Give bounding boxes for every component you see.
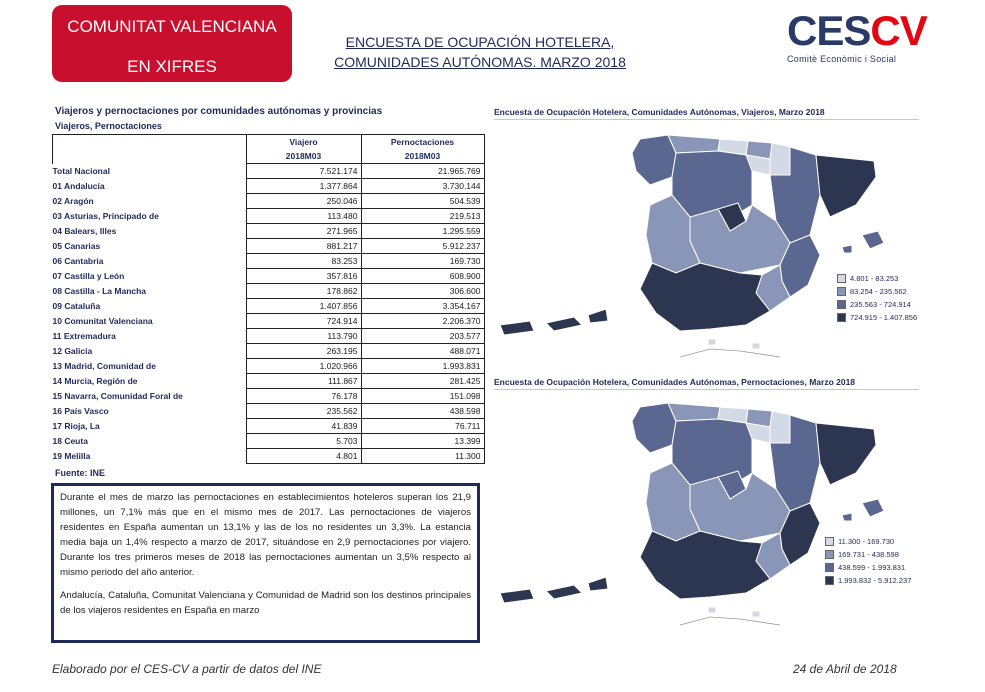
table-corner bbox=[53, 135, 247, 150]
region-name: 17 Rioja, La bbox=[53, 419, 247, 434]
table-row bbox=[53, 374, 485, 389]
legend-entry bbox=[837, 285, 917, 298]
pernoctaciones-value: 151.098 bbox=[361, 389, 484, 404]
pernoctaciones-value: 1.295.559 bbox=[361, 224, 484, 239]
region-baleares bbox=[842, 231, 884, 253]
region-name: 10 Comunitat Valenciana bbox=[53, 314, 247, 329]
source-note: Fuente: INE bbox=[55, 468, 106, 478]
legend-label: 235.563 - 724.914 bbox=[850, 300, 911, 309]
table-row bbox=[53, 299, 485, 314]
viajeros-value: 113.790 bbox=[246, 329, 361, 344]
region-name: 06 Cantabria bbox=[53, 254, 247, 269]
region-cataluna bbox=[816, 155, 876, 217]
region-name: 04 Balears, Illes bbox=[53, 224, 247, 239]
table-row bbox=[53, 194, 485, 209]
region-name: 02 Aragón bbox=[53, 194, 247, 209]
region-name: 08 Castilla - La Mancha bbox=[53, 284, 247, 299]
viajeros-value: 178.862 bbox=[246, 284, 361, 299]
table-row bbox=[53, 434, 485, 449]
map-pernoctaciones-title: Encuesta de Ocupación Hotelera, Comunidades Autónomas, Pernoctaciones, Marzo 2018 bbox=[494, 377, 856, 387]
viajeros-value: 724.914 bbox=[246, 314, 361, 329]
region-canarias bbox=[500, 577, 608, 603]
legend-swatch bbox=[837, 287, 846, 296]
table-row bbox=[53, 329, 485, 344]
col-header-pernoctaciones: Pernoctaciones bbox=[361, 135, 484, 150]
legend-label: 4.801 - 83.253 bbox=[850, 274, 899, 283]
pernoctaciones-value: 3.730.144 bbox=[361, 179, 484, 194]
col-header-viajero: Viajero bbox=[246, 135, 361, 150]
region-andalucia bbox=[640, 263, 770, 331]
summary-paragraph-1: Durante el mes de marzo las pernoctaciones en establecimientos hoteleros superan los 21,9 millones, un 7,1% más que en el mismo mes de 2017. Las pernoctaciones de viajeros residentes en España aumentan un 13,1% y las de los no residentes un 3,3%. La estancia media baja un 1,4% respecto a marzo de 2017, situándose en 2,9 pernoctaciones por viajero. Durante los tres primeros meses de 2018 las pernoctaciones aumentan un 3,5% respecto al mismo periodo del año anterior. bbox=[60, 492, 471, 578]
pernoctaciones-value: 203.577 bbox=[361, 329, 484, 344]
pernoctaciones-value: 1.993.831 bbox=[361, 359, 484, 374]
footer-credit: Elaborado por el CES-CV a partir de datos del INE bbox=[52, 662, 322, 676]
pernoctaciones-value: 281.425 bbox=[361, 374, 484, 389]
legend-entry bbox=[825, 548, 911, 561]
legend-swatch bbox=[825, 537, 834, 546]
table-title: Viajeros y pernoctaciones por comunidades autónomas y provincias bbox=[55, 106, 383, 117]
legend-entry bbox=[837, 311, 917, 324]
africa-coastline bbox=[680, 617, 780, 625]
badge-line-2: EN XIFRES bbox=[127, 57, 217, 76]
table-row bbox=[53, 449, 485, 464]
legend-label: 438.599 - 1.993.831 bbox=[838, 563, 906, 572]
legend-entry bbox=[825, 535, 911, 548]
legend-swatch bbox=[825, 563, 834, 572]
viajeros-value: 7.521.174 bbox=[246, 164, 361, 179]
legend-swatch bbox=[837, 300, 846, 309]
region-melilla bbox=[752, 611, 760, 617]
summary-textbox bbox=[51, 483, 480, 643]
table-row bbox=[53, 419, 485, 434]
table-row bbox=[53, 389, 485, 404]
viajeros-value: 357.816 bbox=[246, 269, 361, 284]
africa-coastline bbox=[680, 349, 780, 357]
pernoctaciones-value: 2.206.370 bbox=[361, 314, 484, 329]
table-row bbox=[53, 239, 485, 254]
pernoctaciones-value: 504.539 bbox=[361, 194, 484, 209]
legend-swatch bbox=[825, 576, 834, 585]
region-galicia bbox=[632, 135, 676, 185]
logo-subtitle: Comitè Econòmic i Social bbox=[787, 54, 897, 64]
legend-label: 1.993.832 - 5.912.237 bbox=[838, 576, 912, 585]
region-name: 19 Melilla bbox=[53, 449, 247, 464]
legend-label: 169.731 - 438.598 bbox=[838, 550, 899, 559]
page-title-line-1: ENCUESTA DE OCUPACIÓN HOTELERA, bbox=[345, 34, 615, 50]
region-baleares bbox=[842, 499, 884, 521]
pernoctaciones-value: 608.900 bbox=[361, 269, 484, 284]
legend-label: 724.915 - 1.407.856 bbox=[850, 313, 918, 322]
pernoctaciones-value: 219.513 bbox=[361, 209, 484, 224]
legend-swatch bbox=[825, 550, 834, 559]
viajeros-value: 5.703 bbox=[246, 434, 361, 449]
region-melilla bbox=[752, 343, 760, 349]
region-name: 12 Galicia bbox=[53, 344, 247, 359]
legend-label: 11.300 - 169.730 bbox=[838, 537, 895, 546]
badge-line-1: COMUNITAT VALENCIANA bbox=[67, 17, 277, 36]
table-row bbox=[53, 284, 485, 299]
region-galicia bbox=[632, 403, 676, 453]
pernoctaciones-value: 76.711 bbox=[361, 419, 484, 434]
legend-entry bbox=[837, 272, 917, 285]
data-table bbox=[52, 134, 485, 464]
table-row bbox=[53, 404, 485, 419]
col-subheader-viajero: 2018M03 bbox=[246, 149, 361, 164]
legend-entry bbox=[825, 561, 911, 574]
region-name: 16 País Vasco bbox=[53, 404, 247, 419]
region-andalucia bbox=[640, 531, 770, 599]
viajeros-value: 271.965 bbox=[246, 224, 361, 239]
legend-entry bbox=[837, 298, 917, 311]
table-row bbox=[53, 209, 485, 224]
table-subtitle: Viajeros, Pernoctaciones bbox=[55, 121, 162, 131]
viajeros-value: 881.217 bbox=[246, 239, 361, 254]
region-cataluna bbox=[816, 423, 876, 485]
region-navarra bbox=[770, 143, 792, 175]
table-row bbox=[53, 359, 485, 374]
viajeros-value: 250.046 bbox=[246, 194, 361, 209]
legend-swatch bbox=[837, 313, 846, 322]
region-asturias bbox=[668, 403, 720, 421]
table-row bbox=[53, 179, 485, 194]
page-title-line-2: COMUNIDADES AUTÓNOMAS. MARZO 2018 bbox=[334, 54, 626, 70]
region-name: 11 Extremadura bbox=[53, 329, 247, 344]
pernoctaciones-value: 169.730 bbox=[361, 254, 484, 269]
pernoctaciones-value: 488.071 bbox=[361, 344, 484, 359]
viajeros-value: 4.801 bbox=[246, 449, 361, 464]
pernoctaciones-value: 13.399 bbox=[361, 434, 484, 449]
map-viajeros-legend bbox=[837, 272, 917, 324]
viajeros-value: 41.839 bbox=[246, 419, 361, 434]
cescv-logo bbox=[787, 7, 927, 70]
viajeros-value: 1.407.856 bbox=[246, 299, 361, 314]
region-name: Total Nacional bbox=[53, 164, 247, 179]
region-name: 05 Canarias bbox=[53, 239, 247, 254]
map-pernoctaciones bbox=[490, 393, 910, 633]
pernoctaciones-value: 3.354.167 bbox=[361, 299, 484, 314]
pernoctaciones-value: 306.600 bbox=[361, 284, 484, 299]
region-name: 03 Asturias, Principado de bbox=[53, 209, 247, 224]
table-row bbox=[53, 224, 485, 239]
pernoctaciones-value: 5.912.237 bbox=[361, 239, 484, 254]
footer-date: 24 de Abril de 2018 bbox=[793, 662, 897, 676]
viajeros-value: 76.178 bbox=[246, 389, 361, 404]
region-navarra bbox=[770, 411, 792, 443]
pernoctaciones-value: 438.598 bbox=[361, 404, 484, 419]
viajeros-value: 83.253 bbox=[246, 254, 361, 269]
logo-cv: CV bbox=[870, 7, 927, 54]
legend-entry bbox=[825, 574, 911, 587]
region-name: 01 Andalucía bbox=[53, 179, 247, 194]
map-viajeros-title: Encuesta de Ocupación Hotelera, Comunidades Autónomas, Viajeros, Marzo 2018 bbox=[494, 107, 825, 117]
logo-ces: CES bbox=[787, 7, 871, 54]
viajeros-value: 263.195 bbox=[246, 344, 361, 359]
pernoctaciones-value: 11.300 bbox=[361, 449, 484, 464]
pernoctaciones-value: 21.965.769 bbox=[361, 164, 484, 179]
table-row bbox=[53, 254, 485, 269]
table-row bbox=[53, 314, 485, 329]
region-asturias bbox=[668, 135, 720, 153]
viajeros-value: 235.562 bbox=[246, 404, 361, 419]
viajeros-value: 1.377.864 bbox=[246, 179, 361, 194]
region-name: 15 Navarra, Comunidad Foral de bbox=[53, 389, 247, 404]
region-name: 09 Cataluña bbox=[53, 299, 247, 314]
summary-paragraph-2: Andalucía, Cataluña, Comunitat Valenciana y Comunidad de Madrid son los destinos principales de los viajeros residentes en España en marzo bbox=[60, 590, 471, 616]
legend-label: 83.254 - 235.562 bbox=[850, 287, 907, 296]
region-badge bbox=[52, 5, 292, 82]
map-viajeros bbox=[490, 125, 910, 365]
viajeros-value: 111.867 bbox=[246, 374, 361, 389]
region-ceuta bbox=[708, 339, 716, 345]
region-canarias bbox=[500, 309, 608, 335]
viajeros-value: 1.020.966 bbox=[246, 359, 361, 374]
region-name: 07 Castilla y León bbox=[53, 269, 247, 284]
table-row bbox=[53, 164, 485, 179]
legend-swatch bbox=[837, 274, 846, 283]
region-name: 13 Madrid, Comunidad de bbox=[53, 359, 247, 374]
page-title bbox=[320, 32, 640, 72]
map-pernoctaciones-legend bbox=[825, 535, 911, 587]
col-subheader-pernoctaciones: 2018M03 bbox=[361, 149, 484, 164]
viajeros-value: 113.480 bbox=[246, 209, 361, 224]
table-row bbox=[53, 344, 485, 359]
region-name: 14 Murcia, Región de bbox=[53, 374, 247, 389]
region-name: 18 Ceuta bbox=[53, 434, 247, 449]
region-ceuta bbox=[708, 607, 716, 613]
table-row bbox=[53, 269, 485, 284]
